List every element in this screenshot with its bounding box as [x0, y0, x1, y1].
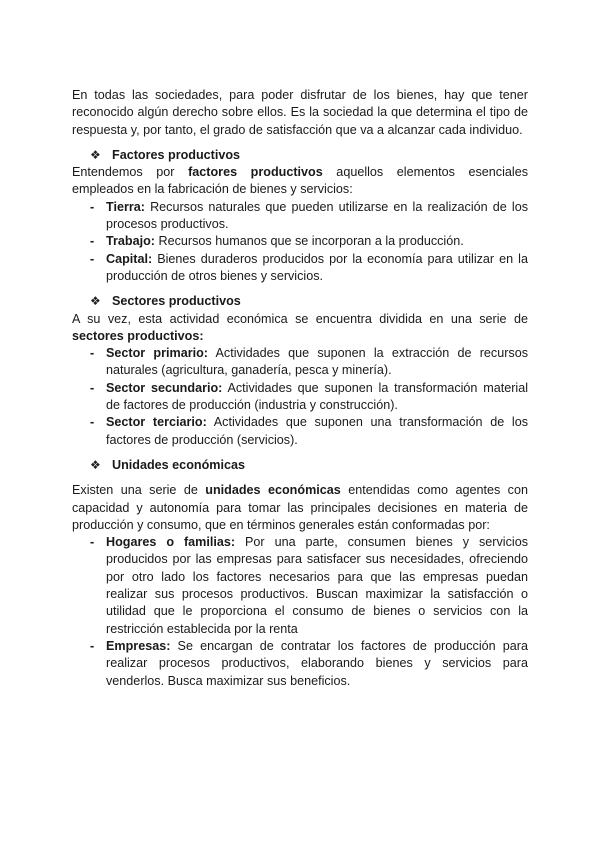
list-item: - Sector primario: Actividades que suponen la extracción de recursos naturales (agricultura, ganadería, pesca y minería).: [90, 346, 529, 378]
diamond-bullet-icon: ❖: [90, 457, 101, 472]
unidades-list: [72, 534, 528, 690]
list-item: - Capital: Bienes duraderos producidos por la economía para utilizar en la producción de otros bienes y servicios.: [90, 251, 528, 283]
dash-bullet: -: [90, 234, 95, 249]
dash-bullet: -: [90, 415, 95, 430]
list-item: - Tierra: Recursos naturales que pueden utilizarse en la realización de los procesos productivos.: [90, 199, 528, 232]
intro-paragraph: En todas las sociedades, para poder disfrutar de los bienes, hay que tener reconocido algún derecho sobre ellos. Es la sociedad la que determina el tipo de respuesta y, por tanto, el grado de satisfacción que va a alcanzar cada individuo.: [72, 88, 528, 137]
list-item: - Trabajo: Recursos humanos que se incorporan a la producción.: [72, 233, 528, 250]
list-item: - Sector secundario: Actividades que suponen la transformación material de factores de producción (industria y construcción).: [90, 380, 529, 413]
sectores-list: [72, 345, 528, 449]
heading-unidades: [90, 457, 528, 474]
dash-bullet: -: [90, 380, 95, 395]
list-item: - Hogares o familias: Por una parte, consumen bienes y servicios producidos por las empresas para satisfacer sus necesidades, ofreciendo por otro lado los factores necesarios para que las empresas puedan realizar sus procesos productivos. Buscan maximizar la satisfacción o utilidad que le proporciona el consumo de bienes o servicios con la restricción establecida por la renta: [90, 535, 528, 636]
factores-list: [72, 199, 528, 285]
heading-unidades-text: Unidades económicas: [112, 457, 245, 472]
dash-bullet: -: [90, 251, 95, 266]
list-item: - Sector terciario: Actividades que suponen una transformación de los factores de producción (servicios).: [90, 415, 528, 447]
document-body: [72, 87, 528, 690]
heading-sectores-text: Sectores productivos: [112, 294, 241, 309]
diamond-bullet-icon: ❖: [90, 147, 101, 162]
sectores-intro: A su vez, esta actividad económica se encuentra dividida en una serie de sectores productivos:: [72, 311, 528, 343]
heading-sectores: [90, 293, 528, 310]
heading-factores-text: Factores productivos: [112, 147, 241, 162]
dash-bullet: -: [90, 535, 95, 550]
factores-intro: Entendemos por factores productivos aquellos elementos esenciales empleados en la fabricación de bienes y servicios:: [72, 165, 528, 197]
dash-bullet: -: [90, 638, 95, 653]
heading-factores: [90, 147, 528, 164]
dash-bullet: -: [90, 199, 95, 214]
dash-bullet: -: [90, 346, 95, 361]
list-item: - Empresas: Se encargan de contratar los factores de producción para realizar procesos productivos, elaborando bienes y servicios para venderlos. Busca maximizar sus beneficios.: [90, 638, 528, 688]
diamond-bullet-icon: ❖: [90, 294, 101, 309]
unidades-intro: Existen una serie de unidades económicas entendidas como agentes con capacidad y autonomía para tomar las principales decisiones en materia de producción y consumo, que en términos generales están conformadas por:: [72, 483, 528, 532]
